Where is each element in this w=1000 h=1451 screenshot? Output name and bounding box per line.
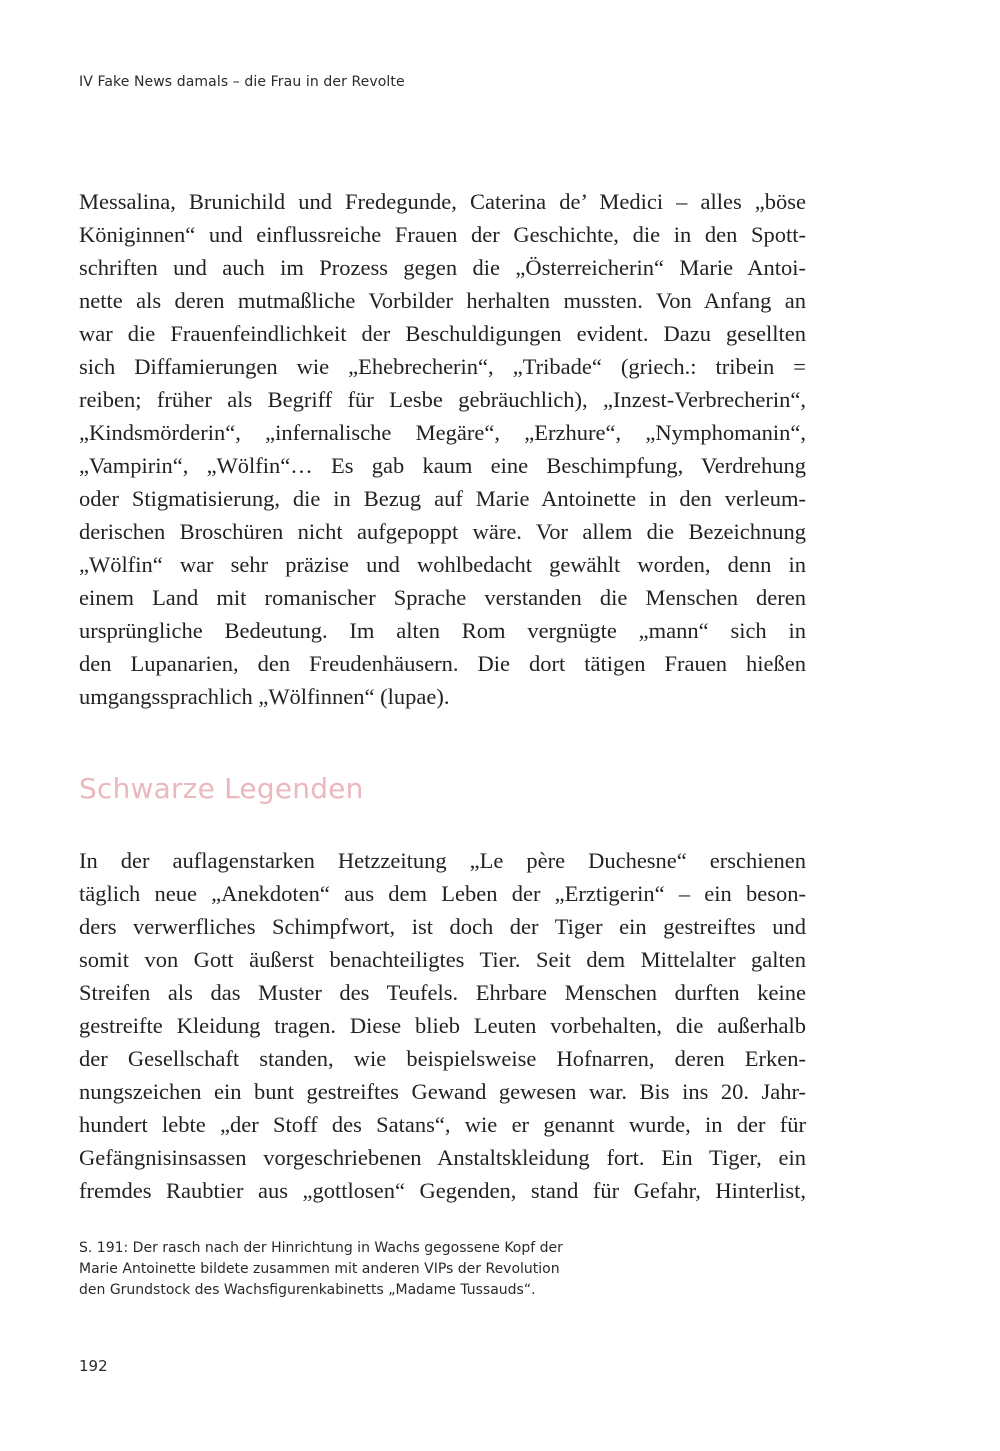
text-line: der Gesellschaft standen, wie beispielsweise Hofnarren, deren Erken- — [79, 1046, 806, 1071]
text-line: umgangssprachlich „Wölfinnen“ (lupae). — [79, 684, 450, 709]
text-line: war die Frauenfeindlichkeit der Beschuldigungen evident. Dazu gesellten — [79, 321, 806, 346]
text-line: „Vampirin“, „Wölfin“… Es gab kaum eine Beschimpfung, Verdrehung — [79, 453, 806, 478]
text-line: nette als deren mutmaßliche Vorbilder herhalten mussten. Von Anfang an — [79, 288, 806, 313]
section-heading: Schwarze Legenden — [79, 772, 364, 805]
text-line: täglich neue „Anekdoten“ aus dem Leben der „Erztigerin“ – ein beson- — [79, 881, 806, 906]
body-paragraph-1 — [79, 185, 806, 713]
text-line: somit von Gott äußerst benachteiligtes Tier. Seit dem Mittelalter galten — [79, 947, 806, 972]
figure-caption — [79, 1238, 563, 1301]
running-head: IV Fake News damals – die Frau in der Revolte — [79, 74, 405, 90]
text-line: schriften und auch im Prozess gegen die „Österreicherin“ Marie Antoi- — [79, 255, 806, 280]
caption-line: Marie Antoinette bildete zusammen mit anderen VIPs der Revolution — [79, 1261, 560, 1277]
text-line: fremdes Raubtier aus „gottlosen“ Gegenden, stand für Gefahr, Hinterlist, — [79, 1178, 806, 1203]
caption-line: S. 191: Der rasch nach der Hinrichtung in Wachs gegossene Kopf der — [79, 1240, 563, 1256]
text-line: oder Stigmatisierung, die in Bezug auf Marie Antoinette in den verleum- — [79, 486, 806, 511]
text-line: ursprüngliche Bedeutung. Im alten Rom vergnügte „mann“ sich in — [79, 618, 806, 643]
text-line: einem Land mit romanischer Sprache verstanden die Menschen deren — [79, 585, 806, 610]
text-line: reiben; früher als Begriff für Lesbe gebräuchlich), „Inzest-Verbrecherin“, — [79, 387, 806, 412]
text-line: Streifen als das Muster des Teufels. Ehrbare Menschen durften keine — [79, 980, 806, 1005]
text-line: ders verwerfliches Schimpfwort, ist doch der Tiger ein gestreiftes und — [79, 914, 806, 939]
text-line: „Kindsmörderin“, „infernalische Megäre“, „Erzhure“, „Nymphomanin“, — [79, 420, 806, 445]
text-line: In der auflagenstarken Hetzzeitung „Le père Duchesne“ erschienen — [79, 848, 806, 873]
text-line: gestreifte Kleidung tragen. Diese blieb Leuten vorbehalten, die außerhalb — [79, 1013, 806, 1038]
text-line: sich Diffamierungen wie „Ehebrecherin“, „Tribade“ (griech.: tribein = — [79, 354, 806, 379]
text-line: Königinnen“ und einflussreiche Frauen der Geschichte, die in den Spott- — [79, 222, 806, 247]
body-paragraph-2 — [79, 844, 806, 1207]
text-line: „Wölfin“ war sehr präzise und wohlbedacht gewählt worden, denn in — [79, 552, 806, 577]
text-line: Gefängnisinsassen vorgeschriebenen Anstaltskleidung fort. Ein Tiger, ein — [79, 1145, 806, 1170]
text-line: Messalina, Brunichild und Fredegunde, Caterina de’ Medici – alles „böse — [79, 189, 806, 214]
text-line: nungszeichen ein bunt gestreiftes Gewand gewesen war. Bis ins 20. Jahr- — [79, 1079, 806, 1104]
text-line: den Lupanarien, den Freudenhäusern. Die dort tätigen Frauen hießen — [79, 651, 806, 676]
text-line: hundert lebte „der Stoff des Satans“, wie er genannt wurde, in der für — [79, 1112, 806, 1137]
caption-line: den Grundstock des Wachsfigurenkabinetts „Madame Tussauds“. — [79, 1282, 536, 1298]
page-number: 192 — [79, 1357, 108, 1375]
text-line: derischen Broschüren nicht aufgepoppt wäre. Vor allem die Bezeichnung — [79, 519, 806, 544]
